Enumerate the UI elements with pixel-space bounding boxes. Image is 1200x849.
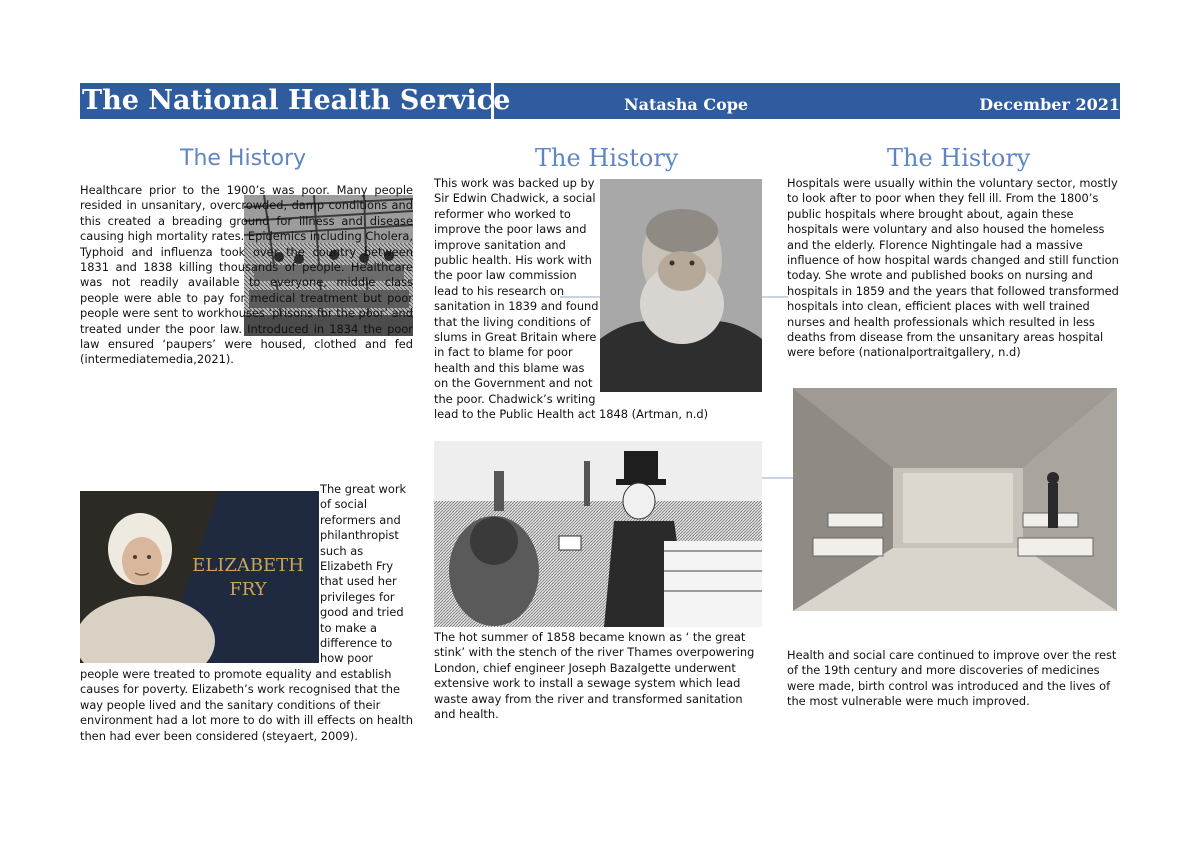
column-3-heading: The History	[887, 144, 1031, 172]
column-1-text	[80, 183, 413, 368]
column-3-paragraph-1: Hospitals were usually within the voluntary sector, mostly to look after to poor when they fell ill. From the 1800’s public hospitals where brought about, again these hospitals were voluntary and also housed the homeless and the elderly. Florence Nightingale had a massive influence of how hospital wards changed and still function today. She wrote and published books on nursing and hospitals in 1859 and the years that followed transformed hospitals into clean, efficient places with well trained nurses and health professionals which resulted in less deaths from disease from the unsanitary areas hospital were before (nationalportraitgallery, n.d)	[787, 176, 1119, 360]
column-1-paragraph-2	[80, 482, 413, 744]
column-2-paragraph-1	[434, 176, 766, 423]
column-3-paragraph-2	[787, 648, 1120, 710]
column-2-paragraph-2: The hot summer of 1858 became known as ‘ the great stink’ with the stench of the river Thames overpowering London, chief engineer Joseph Bazalgette underwent extensive work to install a sewage system which lead waste away from the river and transformed sanitation and health.	[434, 630, 755, 722]
connector-line	[762, 477, 794, 479]
hospital-ward-photo	[793, 388, 1117, 611]
great-stink-cartoon	[434, 441, 762, 627]
chadwick-spacer	[600, 176, 766, 394]
column-2-heading: The History	[535, 144, 679, 172]
column-1-heading: The History	[180, 146, 307, 171]
page-title: The National Health Service	[80, 83, 494, 119]
column-2-paragraph-1-text: This work was backed up by Sir Edwin Chadwick, a social reformer who worked to improve the poor laws and improve sanitation and public health. His work with the poor law commission lead to his research on sanitation in 1839 and found that the living conditions of slums in Great Britain where in fact to blame for poor health and this blame was on the Government and not the poor. Chadwick’s writing lead to the Public Health act 1848 (Artman, n.d)	[434, 176, 709, 422]
author-name: Natasha Cope	[624, 95, 749, 114]
column-1-paragraph-2-text: The great work of social reformers and philanthropist such as Elizabeth Fry that used her privileges for good and tried to make a difference to how poor people were treated to promote equality and establish causes for poverty. Elizabeth’s work recognised that the way people lived and the sanitary conditions of their environment had a lot more to do with ill effects on health then had ever been considered (steyaert, 2009).	[80, 482, 413, 743]
portrait-caption-line-2: FRY	[229, 579, 267, 600]
date-label: December 2021	[979, 95, 1120, 114]
column-3-paragraph-2-text: Health and social care continued to improve over the rest of the 19th century and more discoveries of medicines were made, birth control was introduced and the lives of the most vulnerable were much improved.	[787, 648, 1117, 709]
portrait-spacer	[80, 482, 320, 662]
column-1-paragraph-1: Healthcare prior to the 1900’s was poor. Many people resided in unsanitary, overcrowded, damp conditions and this created a breading ground for illness and disease causing high mortality rates. Epidemics including Cholera, Typhoid and influenza took over the country between 1831 and 1838 killing thousands of people. Healthcare was not readily available to everyone, middle class people were able to pay for medical treatment but poor people were sent to workhouses ‘prisons for the poor’ and treated under the poor law. Introduced in 1834 the poor law ensured ‘paupers’ were housed, clothed and fed (intermediatemedia,2021).	[80, 183, 413, 367]
portrait-caption-line-1: ELIZABETH	[192, 555, 304, 576]
